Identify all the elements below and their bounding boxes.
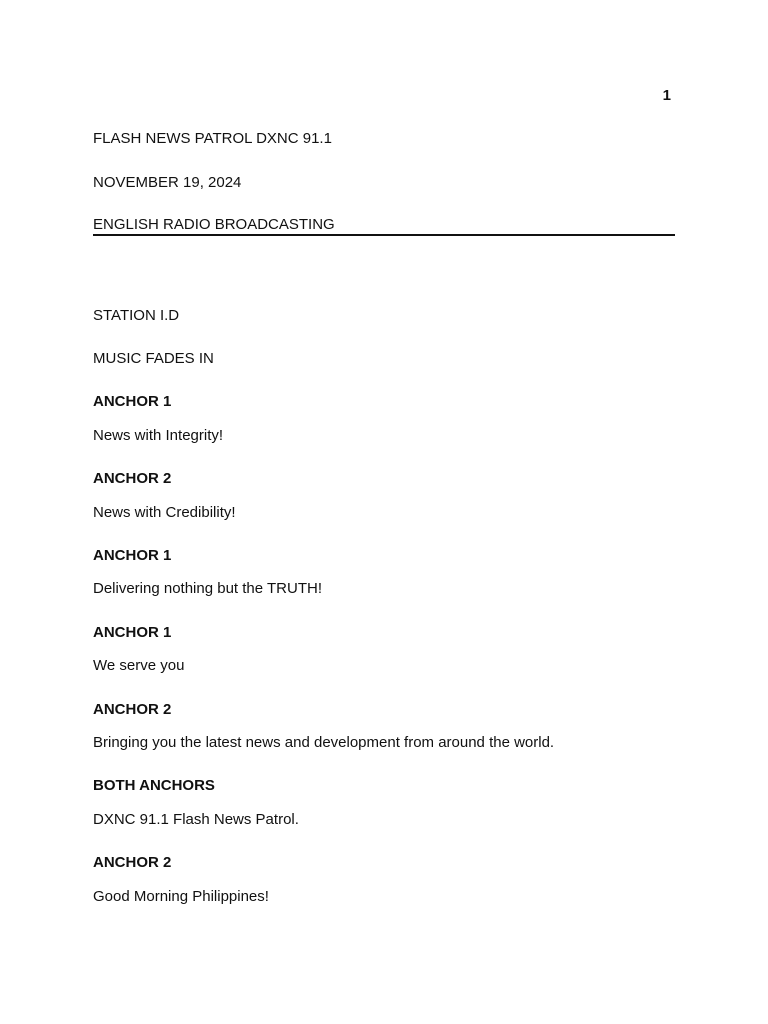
speaker-label: ANCHOR 1 (93, 547, 172, 564)
dialogue-line: News with Integrity! (93, 427, 224, 444)
cue-music-fades-in: MUSIC FADES IN (93, 350, 214, 367)
speaker-label: ANCHOR 2 (93, 470, 172, 487)
speaker-label: ANCHOR 1 (93, 393, 172, 410)
dialogue-line: Bringing you the latest news and development from around the world. (93, 734, 555, 751)
dialogue-line: Delivering nothing but the TRUTH! (93, 580, 322, 597)
page-number: 1 (662, 87, 671, 104)
broadcast-date: NOVEMBER 19, 2024 (93, 174, 242, 191)
cue-station-id: STATION I.D (93, 307, 180, 324)
dialogue-line: Good Morning Philippines! (93, 888, 269, 905)
dialogue-line: News with Credibility! (93, 504, 236, 521)
header-divider (93, 234, 675, 236)
dialogue-line: DXNC 91.1 Flash News Patrol. (93, 811, 299, 828)
broadcast-category: ENGLISH RADIO BROADCASTING (93, 216, 335, 233)
speaker-label: ANCHOR 2 (93, 701, 172, 718)
station-title: FLASH NEWS PATROL DXNC 91.1 (93, 130, 332, 147)
speaker-label: ANCHOR 2 (93, 854, 172, 871)
speaker-label: ANCHOR 1 (93, 624, 172, 641)
dialogue-line: We serve you (93, 657, 185, 674)
speaker-label: BOTH ANCHORS (93, 777, 215, 794)
